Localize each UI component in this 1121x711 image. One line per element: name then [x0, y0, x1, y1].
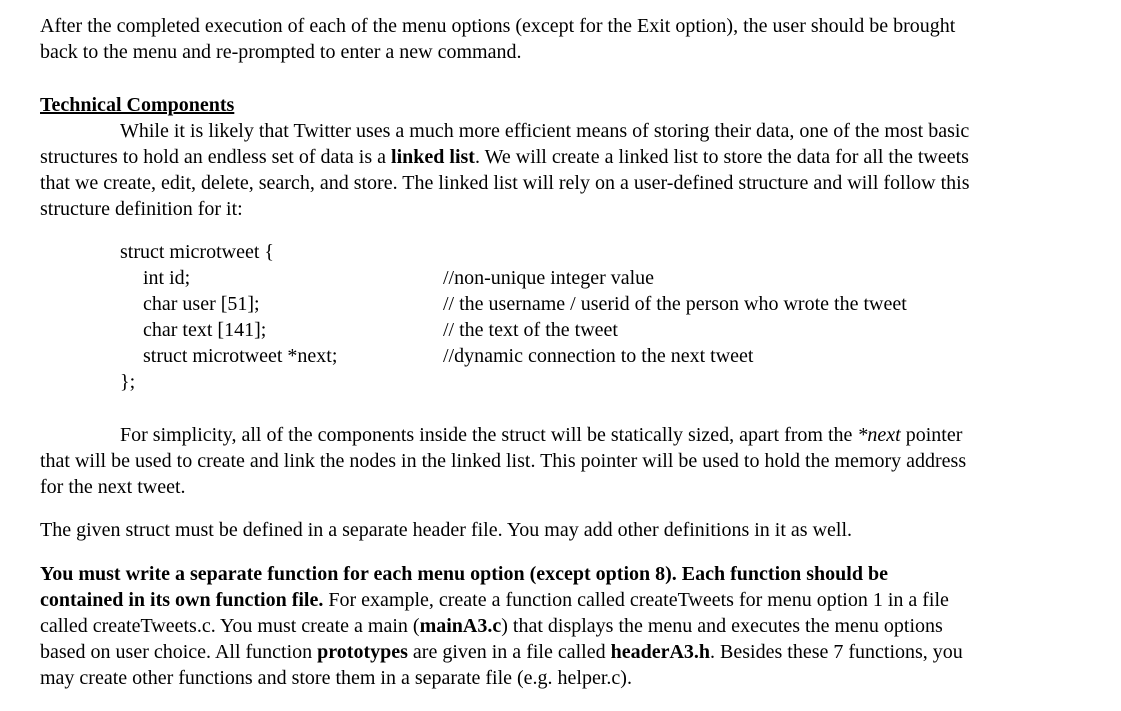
struct-field-comment: //non-unique integer value — [443, 267, 655, 289]
struct-field-decl: char user [51]; — [143, 293, 260, 315]
main-file-name: mainA3.c — [419, 615, 502, 637]
text-run: based on user choice. All function — [40, 641, 318, 663]
intro-line-1: After the completed execution of each of the menu options (except for the Exit option), the user should be brought — [40, 15, 956, 37]
text-run: For example, create a function called createTweets for menu option 1 in a file — [323, 589, 949, 611]
technical-line-1: While it is likely that Twitter uses a much more efficient means of storing their data, one of the most basic — [120, 120, 970, 142]
struct-field-decl: char text [141]; — [143, 319, 267, 341]
text-run: are given in a file called — [407, 641, 611, 663]
technical-line-2 — [40, 144, 969, 170]
technical-line-4: structure definition for it: — [40, 198, 243, 220]
functions-line-4 — [40, 639, 963, 665]
text-run-bold: You must write a separate function for each menu option (except option 8). Each function should be — [40, 563, 888, 585]
struct-field-decl: int id; — [143, 267, 191, 289]
text-run: . Besides these 7 functions, you — [710, 641, 963, 663]
header-file-note: The given struct must be defined in a separate header file. You may add other definitions in it as well. — [40, 519, 853, 541]
text-run: structures to hold an endless set of data is a — [40, 146, 392, 168]
struct-open: struct microtweet { — [120, 241, 274, 263]
technical-line-3: that we create, edit, delete, search, and store. The linked list will rely on a user-defined structure and will follow this — [40, 172, 970, 194]
functions-line-1 — [40, 561, 888, 587]
functions-line-2 — [40, 587, 949, 613]
text-run: pointer — [900, 424, 963, 446]
simplicity-line-3: for the next tweet. — [40, 476, 186, 498]
intro-line-2: back to the menu and re-prompted to enter a new command. — [40, 41, 522, 63]
struct-field-decl: struct microtweet *next; — [143, 345, 338, 367]
struct-field-comment: // the text of the tweet — [443, 319, 618, 341]
next-pointer-term: *next — [857, 424, 901, 446]
text-run: . We will create a linked list to store the data for all the tweets — [474, 146, 969, 168]
simplicity-line-2: that will be used to create and link the nodes in the linked list. This pointer will be used to hold the memory address — [40, 450, 967, 472]
text-run-bold: contained in its own function file. — [40, 589, 324, 611]
text-run: For simplicity, all of the components inside the struct will be statically sized, apart from the — [120, 424, 858, 446]
struct-close: }; — [120, 371, 136, 393]
simplicity-line-1 — [120, 422, 962, 448]
text-run: called createTweets.c. You must create a main ( — [40, 615, 420, 637]
linked-list-term: linked list — [391, 146, 475, 168]
struct-field-comment: //dynamic connection to the next tweet — [443, 345, 754, 367]
technical-heading: Technical Components — [40, 94, 235, 116]
functions-line-5: may create other functions and store them in a separate file (e.g. helper.c). — [40, 667, 632, 689]
struct-field-comment: // the username / userid of the person who wrote the tweet — [443, 293, 907, 315]
text-run: ) that displays the menu and executes the menu options — [501, 615, 943, 637]
functions-line-3 — [40, 613, 943, 639]
header-file-name: headerA3.h — [610, 641, 711, 663]
prototypes-term: prototypes — [317, 641, 408, 663]
